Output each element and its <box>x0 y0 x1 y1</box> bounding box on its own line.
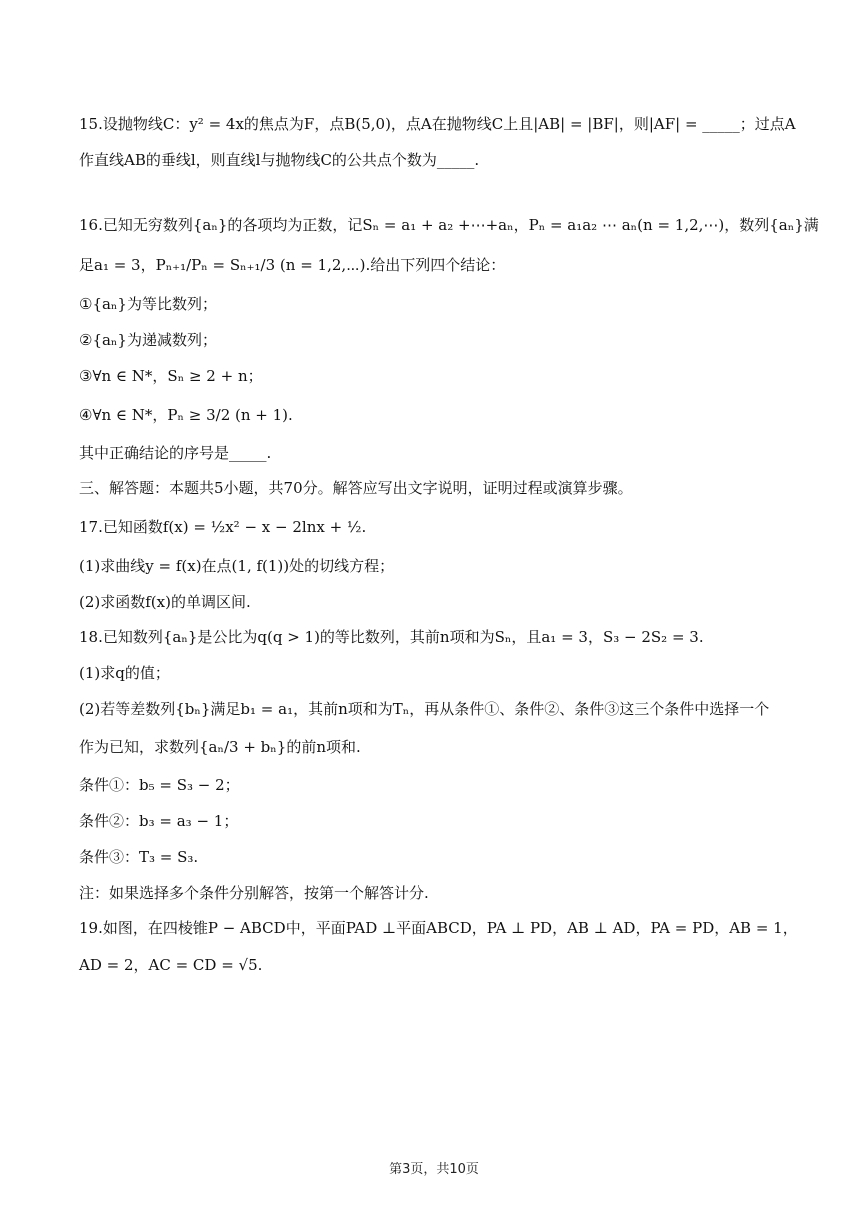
q16-answer-prompt: 其中正确结论的序号是_____. <box>79 444 272 462</box>
q19-line-2: AD = 2，AC = CD = √5. <box>79 956 263 974</box>
q18-condition-1: 条件①：b₅ = S₃ − 2； <box>79 776 240 794</box>
q18-stem: 18.已知数列{aₙ}是公比为q(q > 1)的等比数列，其前n项和为Sₙ，且a₁ = 3，S₃ − 2S₂ = 3. <box>79 628 704 646</box>
q16-line-1: 16.已知无穷数列{aₙ}的各项均为正数，记Sₙ = a₁ + a₂ +⋯+aₙ，Pₙ = a₁a₂ ⋯ aₙ(n = 1,2,⋯)，数列{aₙ}满 <box>79 216 819 234</box>
q18-part-2-line-2: 作为已知，求数列{aₙ/3 + bₙ}的前n项和. <box>79 738 361 756</box>
q15-line-2: 作直线AB的垂线l，则直线l与抛物线C的公共点个数为_____. <box>79 151 480 169</box>
q18-part-2-line-1: (2)若等差数列{bₙ}满足b₁ = a₁，其前n项和为Tₙ，再从条件①、条件②、条件③这三个条件中选择一个 <box>79 700 770 718</box>
q16-conclusion-4: ④∀n ∈ N*，Pₙ ≥ 3/2 (n + 1). <box>79 406 293 424</box>
section-heading: 三、解答题：本题共5小题，共70分。解答应写出文字说明，证明过程或演算步骤。 <box>79 479 633 497</box>
q18-part-1: (1)求q的值； <box>79 664 170 682</box>
q18-note: 注：如果选择多个条件分别解答，按第一个解答计分. <box>79 884 429 902</box>
q19-line-1: 19.如图，在四棱锥P − ABCD中，平面PAD ⊥平面ABCD，PA ⊥ PD，AB ⊥ AD，PA = PD，AB = 1， <box>79 919 798 937</box>
q17-part-2: (2)求函数f(x)的单调区间. <box>79 593 251 611</box>
page-footer: 第3页，共10页 <box>389 1162 479 1177</box>
q16-line-2: 足a₁ = 3，Pₙ₊₁/Pₙ = Sₙ₊₁/3 (n = 1,2,⋯).给出下列四个结论： <box>79 256 506 274</box>
q18-condition-3: 条件③：T₃ = S₃. <box>79 848 199 866</box>
q16-conclusion-3: ③∀n ∈ N*，Sₙ ≥ 2 + n； <box>79 367 263 385</box>
q18-condition-2: 条件②：b₃ = a₃ − 1； <box>79 812 239 830</box>
q15-line-1: 15.设抛物线C：y² = 4x的焦点为F，点B(5,0)，点A在抛物线C上且|AB| = |BF|，则|AF| = _____；过点A <box>79 115 796 133</box>
q17-stem: 17.已知函数f(x) = ½x² − x − 2lnx + ½. <box>79 518 367 536</box>
q16-conclusion-2: ②{aₙ}为递减数列； <box>79 331 217 349</box>
q17-part-1: (1)求曲线y = f(x)在点(1, f(1))处的切线方程； <box>79 557 395 575</box>
q16-conclusion-1: ①{aₙ}为等比数列； <box>79 295 217 313</box>
